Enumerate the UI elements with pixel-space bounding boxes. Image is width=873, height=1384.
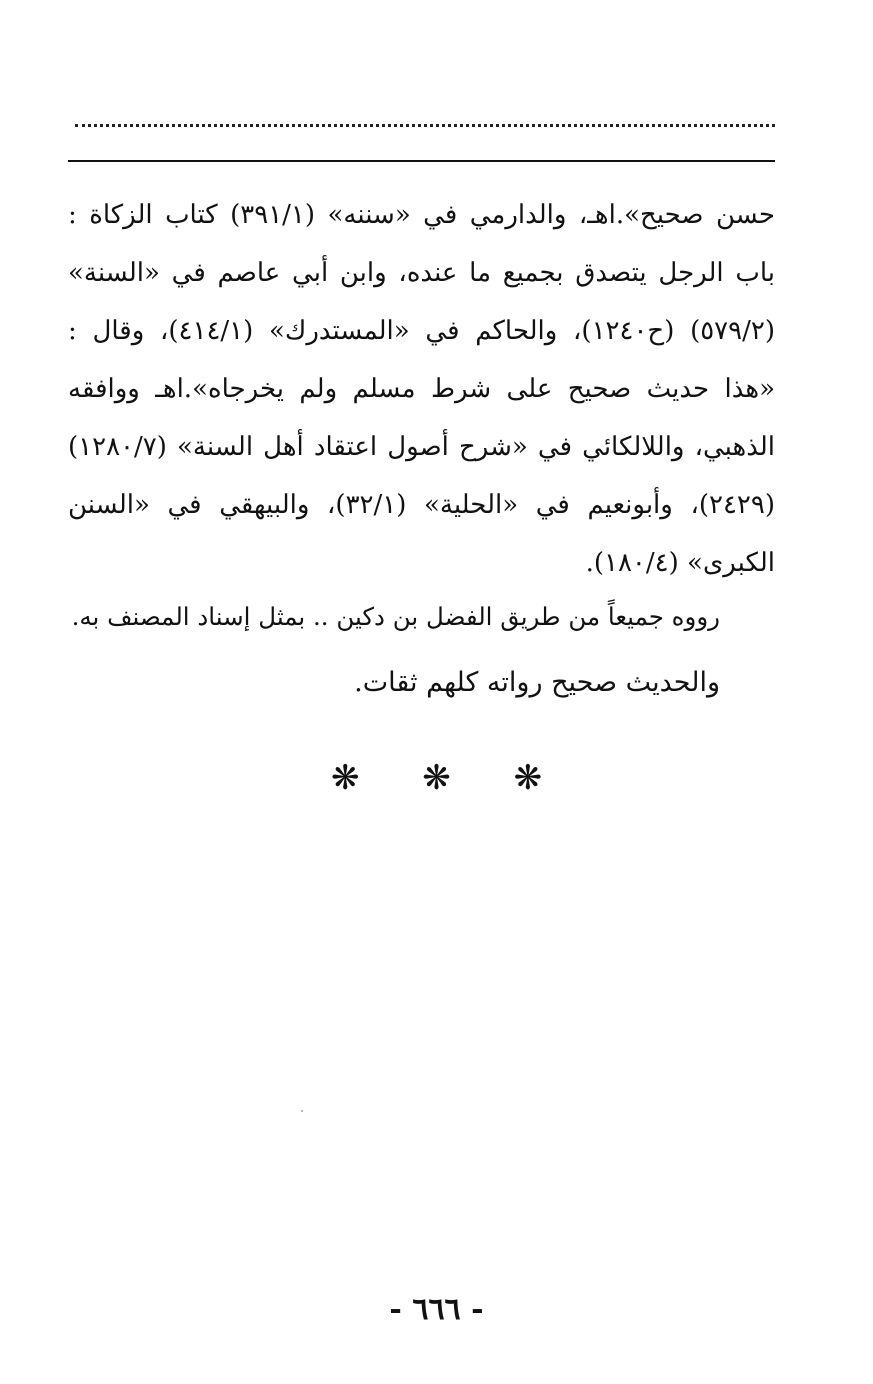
footnote-line: حسن صحيح».اهـ، والدارمي في «سننه» (٣٩١/١) كتاب الزكاة : (68, 200, 775, 230)
asterisk-ornament: ❋ (330, 758, 360, 798)
footnote-line: الذهبي، واللالكائي في «شرح أصول اعتقاد أهل السنة» (١٢٨٠/٧) (68, 432, 775, 462)
dotted-divider (75, 124, 775, 127)
asterisk-ornament: ❋ (422, 758, 451, 798)
page-number: - ٦٦٦ - (389, 1292, 484, 1327)
footnote-line: باب الرجل يتصدق بجميع ما عنده، وابن أبي عاصم في «السنة» (68, 258, 775, 288)
footnote-block (68, 186, 775, 592)
body-paragraph (60, 584, 720, 716)
asterisk-ornament: ❋ (513, 758, 543, 798)
scan-speck (301, 1110, 303, 1112)
section-separator (0, 758, 873, 798)
footnote-line: (٥٧٩/٢) (ح١٢٤٠)، والحاكم في «المستدرك» (٤١٤/١)، وقال : (68, 316, 775, 346)
body-line: رووه جميعاً من طريق الفضل بن دكين .. بمثل إسناد المصنف به. (71, 602, 720, 631)
footnote-line: (٢٤٢٩)، وأبونعيم في «الحلية» (٣٢/١)، والبيهقي في «السنن (68, 490, 775, 520)
body-line: والحديث صحيح رواته كلهم ثقات. (354, 667, 720, 698)
footnote-line: «هذا حديث صحيح على شرط مسلم ولم يخرجاه».اهـ ووافقه (68, 374, 775, 404)
footnote-line: الكبرى» (١٨٠/٤). (585, 548, 775, 578)
footnote-divider (68, 160, 775, 162)
